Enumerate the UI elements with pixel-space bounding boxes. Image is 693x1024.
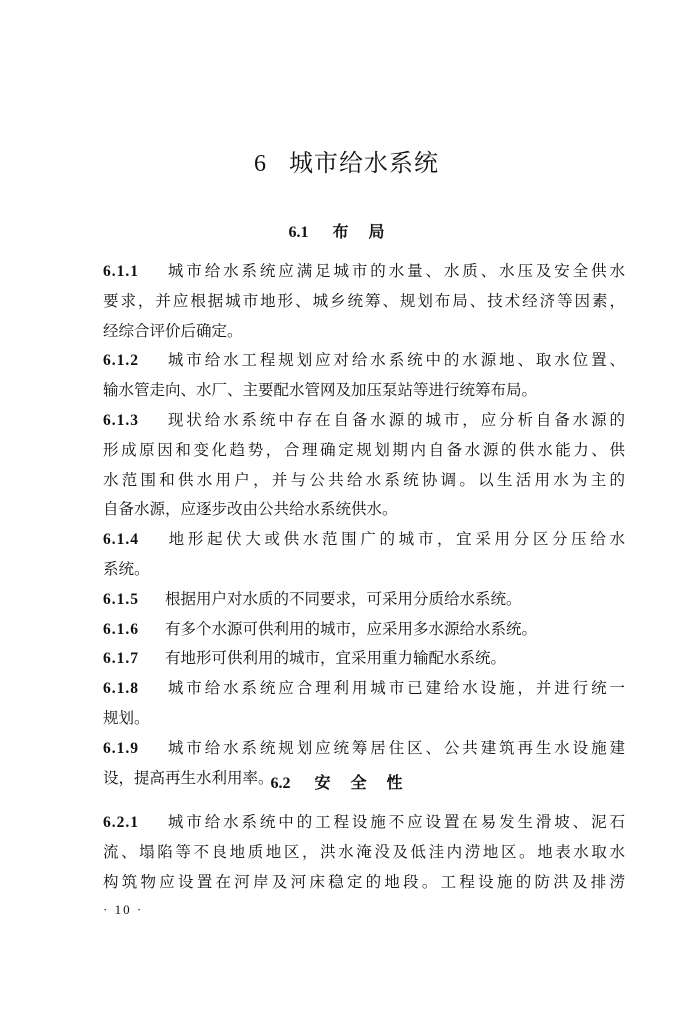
text-line [103, 704, 625, 734]
text-line [103, 436, 625, 466]
section-title-text: 布局 [332, 222, 405, 241]
clause-text: 有多个水源可供利用的城市，应采用多水源给水系统。 [165, 619, 538, 638]
section-body-6-2 [103, 808, 625, 897]
clause-text: 系统。 [103, 559, 150, 578]
clause-number: 6.1.8 [103, 680, 139, 698]
section-title-text: 安全性 [314, 773, 423, 792]
clause-text: 城市给水工程规划应对给水系统中的水源地、取水位置、 [165, 351, 625, 370]
clause-number: 6.1.3 [103, 411, 139, 429]
clause-number: 6.1.7 [103, 650, 139, 668]
clause-number: 6.2.1 [103, 814, 139, 831]
clause-text: 根据用户对水质的不同要求，可采用分质给水系统。 [165, 589, 522, 608]
clause-text: 水范围和供水用户，并与公共给水系统协调。以生活用水为主的 [103, 470, 625, 489]
clause-text: 构筑物应设置在河岸及河床稳定的地段。工程设施的防洪及排涝 [103, 872, 625, 891]
chapter-title-text: 城市给水系统 [289, 149, 439, 177]
text-line [103, 495, 625, 525]
chapter-number: 6 [254, 151, 267, 177]
clause-text: 设，提高再生水利用率。 [103, 768, 274, 787]
clause-text: 地形起伏大或供水范围广的城市，宜采用分区分压给水 [165, 530, 625, 549]
clause-text: 城市给水系统中的工程设施不应设置在易发生滑坡、泥石 [165, 813, 625, 831]
page-number: · 10 · [103, 902, 144, 917]
text-line [103, 644, 625, 674]
section-number: 6.1 [288, 224, 309, 241]
clause-text: 形成原因和变化趋势，合理确定规划期内自备水源的供水能力、供 [103, 440, 625, 459]
clause-number: 6.1.2 [103, 352, 139, 370]
text-line [103, 734, 625, 764]
clause-number: 6.1.5 [103, 590, 139, 608]
clause-text: 城市给水系统应合理利用城市已建给水设施，并进行统一 [165, 679, 625, 698]
clause-number: 6.1.6 [103, 620, 139, 638]
clause-text: 要求，并应根据城市地形、城乡统筹、规划布局、技术经济等因素， [103, 291, 625, 310]
clause-text: 城市给水系统规划应统筹居住区、公共建筑再生水设施建 [165, 738, 625, 757]
text-line [103, 287, 625, 317]
clause-number: 6.1.1 [103, 263, 139, 280]
clause-text: 现状给水系统中存在自备水源的城市，应分析自备水源的 [165, 410, 625, 429]
clause-text: 流、塌陷等不良地质地区，洪水淹没及低洼内涝地区。地表水取水 [103, 842, 625, 861]
section-body-6-1 [103, 257, 625, 793]
clause-text: 经综合评价后确定。 [103, 321, 243, 340]
text-line [103, 376, 625, 406]
clause-text: 输水管走向、水厂、主要配水管网及加压泵站等进行统筹布局。 [103, 381, 538, 400]
section-number: 6.2 [270, 775, 291, 792]
chapter-title [0, 143, 693, 178]
text-line [103, 808, 625, 838]
text-line [103, 525, 625, 555]
clause-text: 有地形可供利用的城市，宜采用重力输配水系统。 [165, 649, 507, 668]
text-line [103, 868, 625, 898]
clause-text: 城市给水系统应满足城市的水量、水质、水压及安全供水 [165, 262, 625, 280]
text-line [103, 615, 625, 645]
text-line [103, 585, 625, 615]
text-line [103, 406, 625, 436]
text-line [103, 674, 625, 704]
clause-number: 6.1.9 [103, 739, 139, 757]
section-title-6-2 [0, 770, 693, 793]
clause-text: 自备水源，应逐步改由公共给水系统供水。 [103, 500, 398, 519]
text-line [103, 555, 625, 585]
text-line [103, 466, 625, 496]
text-line [103, 257, 625, 287]
text-line [103, 317, 625, 347]
text-line [103, 346, 625, 376]
clause-number: 6.1.4 [103, 531, 139, 549]
section-title-6-1 [0, 219, 693, 242]
text-line [103, 838, 625, 868]
clause-text: 规划。 [103, 708, 150, 727]
